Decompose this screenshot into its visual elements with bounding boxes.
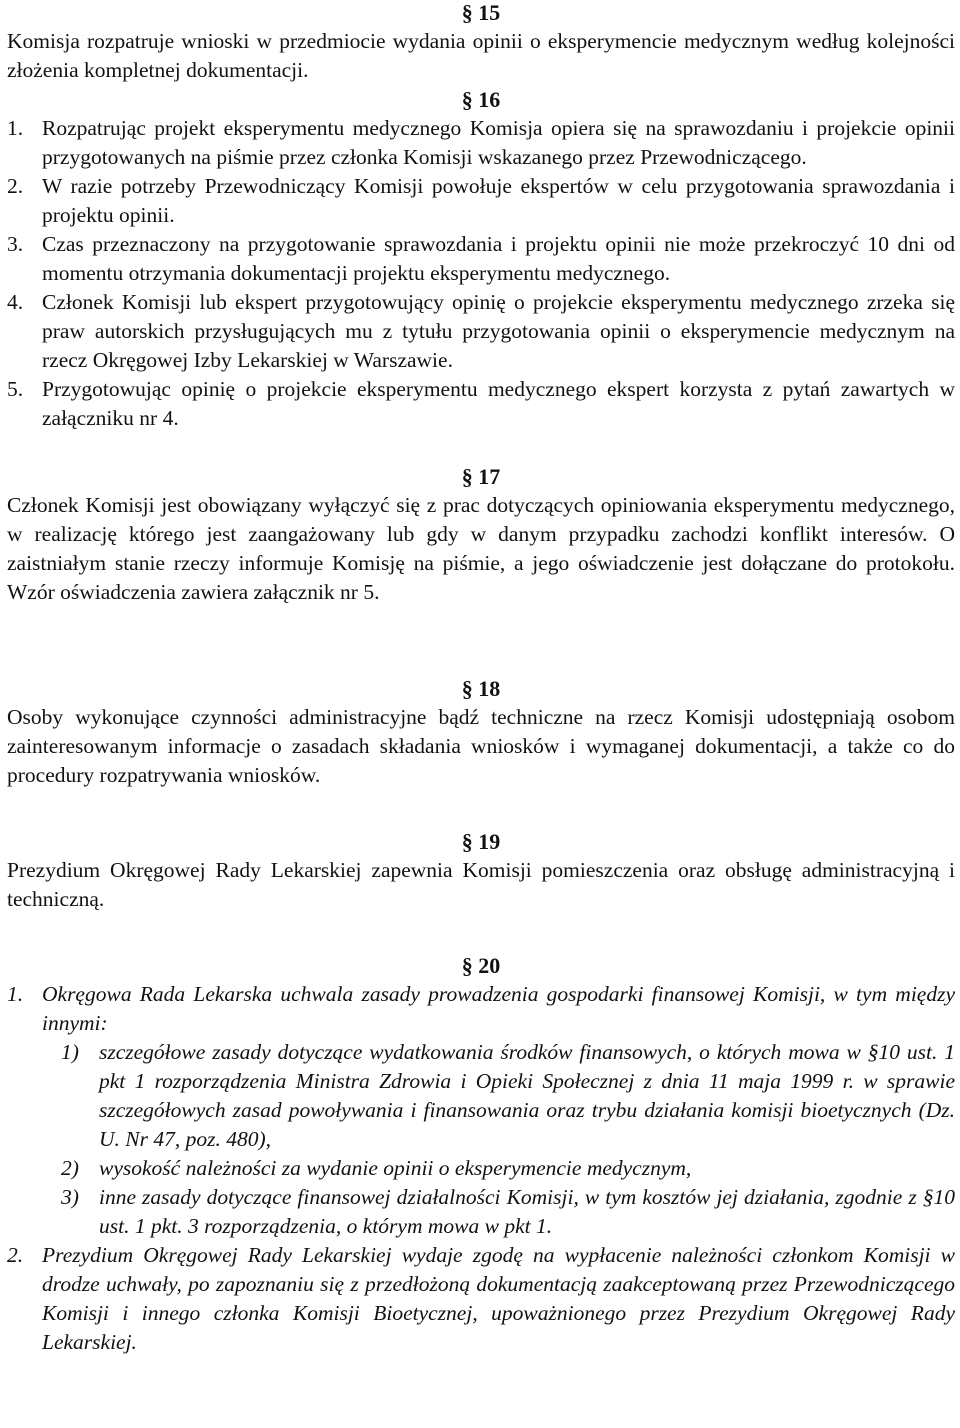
section-17-paragraph: Członek Komisji jest obowiązany wyłączyć się z prac dotyczących opiniowania eksperymentu medycznego, w realizację którego jest zaangażowany lub gdy w danym przypadku zachodzi konflikt interesów. O zaistniałym stanie rzeczy informuje Komisję na piśmie, a jego oświadczenie jest dołączane do protokołu. Wzór oświadczenia zawiera załącznik nr 5. [7, 493, 955, 604]
section-heading-17: § 17 [461, 464, 501, 489]
item-number: 1. [7, 116, 24, 140]
item-number: 5. [7, 377, 24, 401]
item-text: W razie potrzeby Przewodniczący Komisji powołuje ekspertów w celu przygotowania sprawozdania i projektu opinii. [42, 174, 955, 227]
section-16-item-1 [7, 114, 955, 172]
document-page [7, 0, 955, 1357]
subitem-number: 2) [61, 1156, 79, 1180]
section-20-subitem-3 [7, 1183, 955, 1241]
item-number: 2. [7, 174, 24, 198]
section-18-paragraph: Osoby wykonujące czynności administracyjne bądź techniczne na rzecz Komisji udostępniają osobom zainteresowanym informacje o zasadach składania wniosków i wymaganej dokumentacji, a także co do procedury rozpatrywania wniosków. [7, 705, 955, 787]
section-heading-16: § 16 [461, 87, 501, 112]
section-20-item-1 [7, 980, 955, 1038]
section-heading-19: § 19 [461, 829, 501, 854]
section-20-subitem-2 [7, 1154, 955, 1183]
item-number: 1. [7, 982, 24, 1006]
subitem-text: inne zasady dotyczące finansowej działalności Komisji, w tym kosztów jej działania, zgodnie z §10 ust. 1 pkt. 3 rozporządzenia, o którym mowa w pkt 1. [99, 1185, 955, 1238]
section-20-item-2 [7, 1241, 955, 1357]
item-number: 3. [7, 232, 24, 256]
item-text: Rozpatrując projekt eksperymentu medycznego Komisja opiera się na sprawozdaniu i projekcie opinii przygotowanych na piśmie przez członka Komisji wskazanego przez Przewodniczącego. [42, 116, 955, 169]
section-heading-15: § 15 [461, 0, 501, 25]
item-text: Przygotowując opinię o projekcie eksperymentu medycznego ekspert korzysta z pytań zawartych w załączniku nr 4. [42, 377, 955, 430]
section-heading-18: § 18 [461, 676, 501, 701]
section-16-item-3 [7, 230, 955, 288]
subitem-text: wysokość należności za wydanie opinii o eksperymencie medycznym, [99, 1156, 692, 1180]
item-text: Okręgowa Rada Lekarska uchwala zasady prowadzenia gospodarki finansowej Komisji, w tym między innymi: [42, 982, 955, 1035]
section-heading-20: § 20 [461, 953, 501, 978]
subitem-number: 1) [61, 1040, 79, 1064]
item-number: 2. [7, 1243, 24, 1267]
section-16-item-5 [7, 375, 955, 433]
item-number: 4. [7, 290, 24, 314]
section-16-item-2 [7, 172, 955, 230]
section-19-paragraph: Prezydium Okręgowej Rady Lekarskiej zapewnia Komisji pomieszczenia oraz obsługę administracyjną i techniczną. [7, 858, 955, 911]
subitem-number: 3) [61, 1185, 79, 1209]
subitem-text: szczegółowe zasady dotyczące wydatkowania środków finansowych, o których mowa w §10 ust. 1 pkt 1 rozporządzenia Ministra Zdrowia i Opieki Społecznej z dnia 11 maja 1999 r. w sprawie szczegółowych zasad powoływania i finansowania oraz trybu działania komisji bioetycznych (Dz. U. Nr 47, poz. 480), [99, 1040, 955, 1151]
item-text: Czas przeznaczony na przygotowanie sprawozdania i projektu opinii nie może przekroczyć 10 dni od momentu otrzymania dokumentacji projektu eksperymentu medycznego. [42, 232, 955, 285]
item-text: Prezydium Okręgowej Rady Lekarskiej wydaje zgodę na wypłacenie należności członkom Komisji w drodze uchwały, po zapoznaniu się z przedłożoną dokumentacją zaakceptowaną przez Przewodniczącego Komisji i innego członka Komisji Bioetycznej, upoważnionego przez Prezydium Okręgowej Rady Lekarskiej. [42, 1243, 955, 1354]
item-text: Członek Komisji lub ekspert przygotowujący opinię o projekcie eksperymentu medycznego zrzeka się praw autorskich przysługujących mu z tytułu przygotowania opinii o eksperymencie medycznym na rzecz Okręgowej Izby Lekarskiej w Warszawie. [42, 290, 955, 372]
section-15-paragraph: Komisja rozpatruje wnioski w przedmiocie wydania opinii o eksperymencie medycznym według kolejności złożenia kompletnej dokumentacji. [7, 29, 955, 82]
section-20-subitem-1 [7, 1038, 955, 1154]
section-16-item-4 [7, 288, 955, 375]
